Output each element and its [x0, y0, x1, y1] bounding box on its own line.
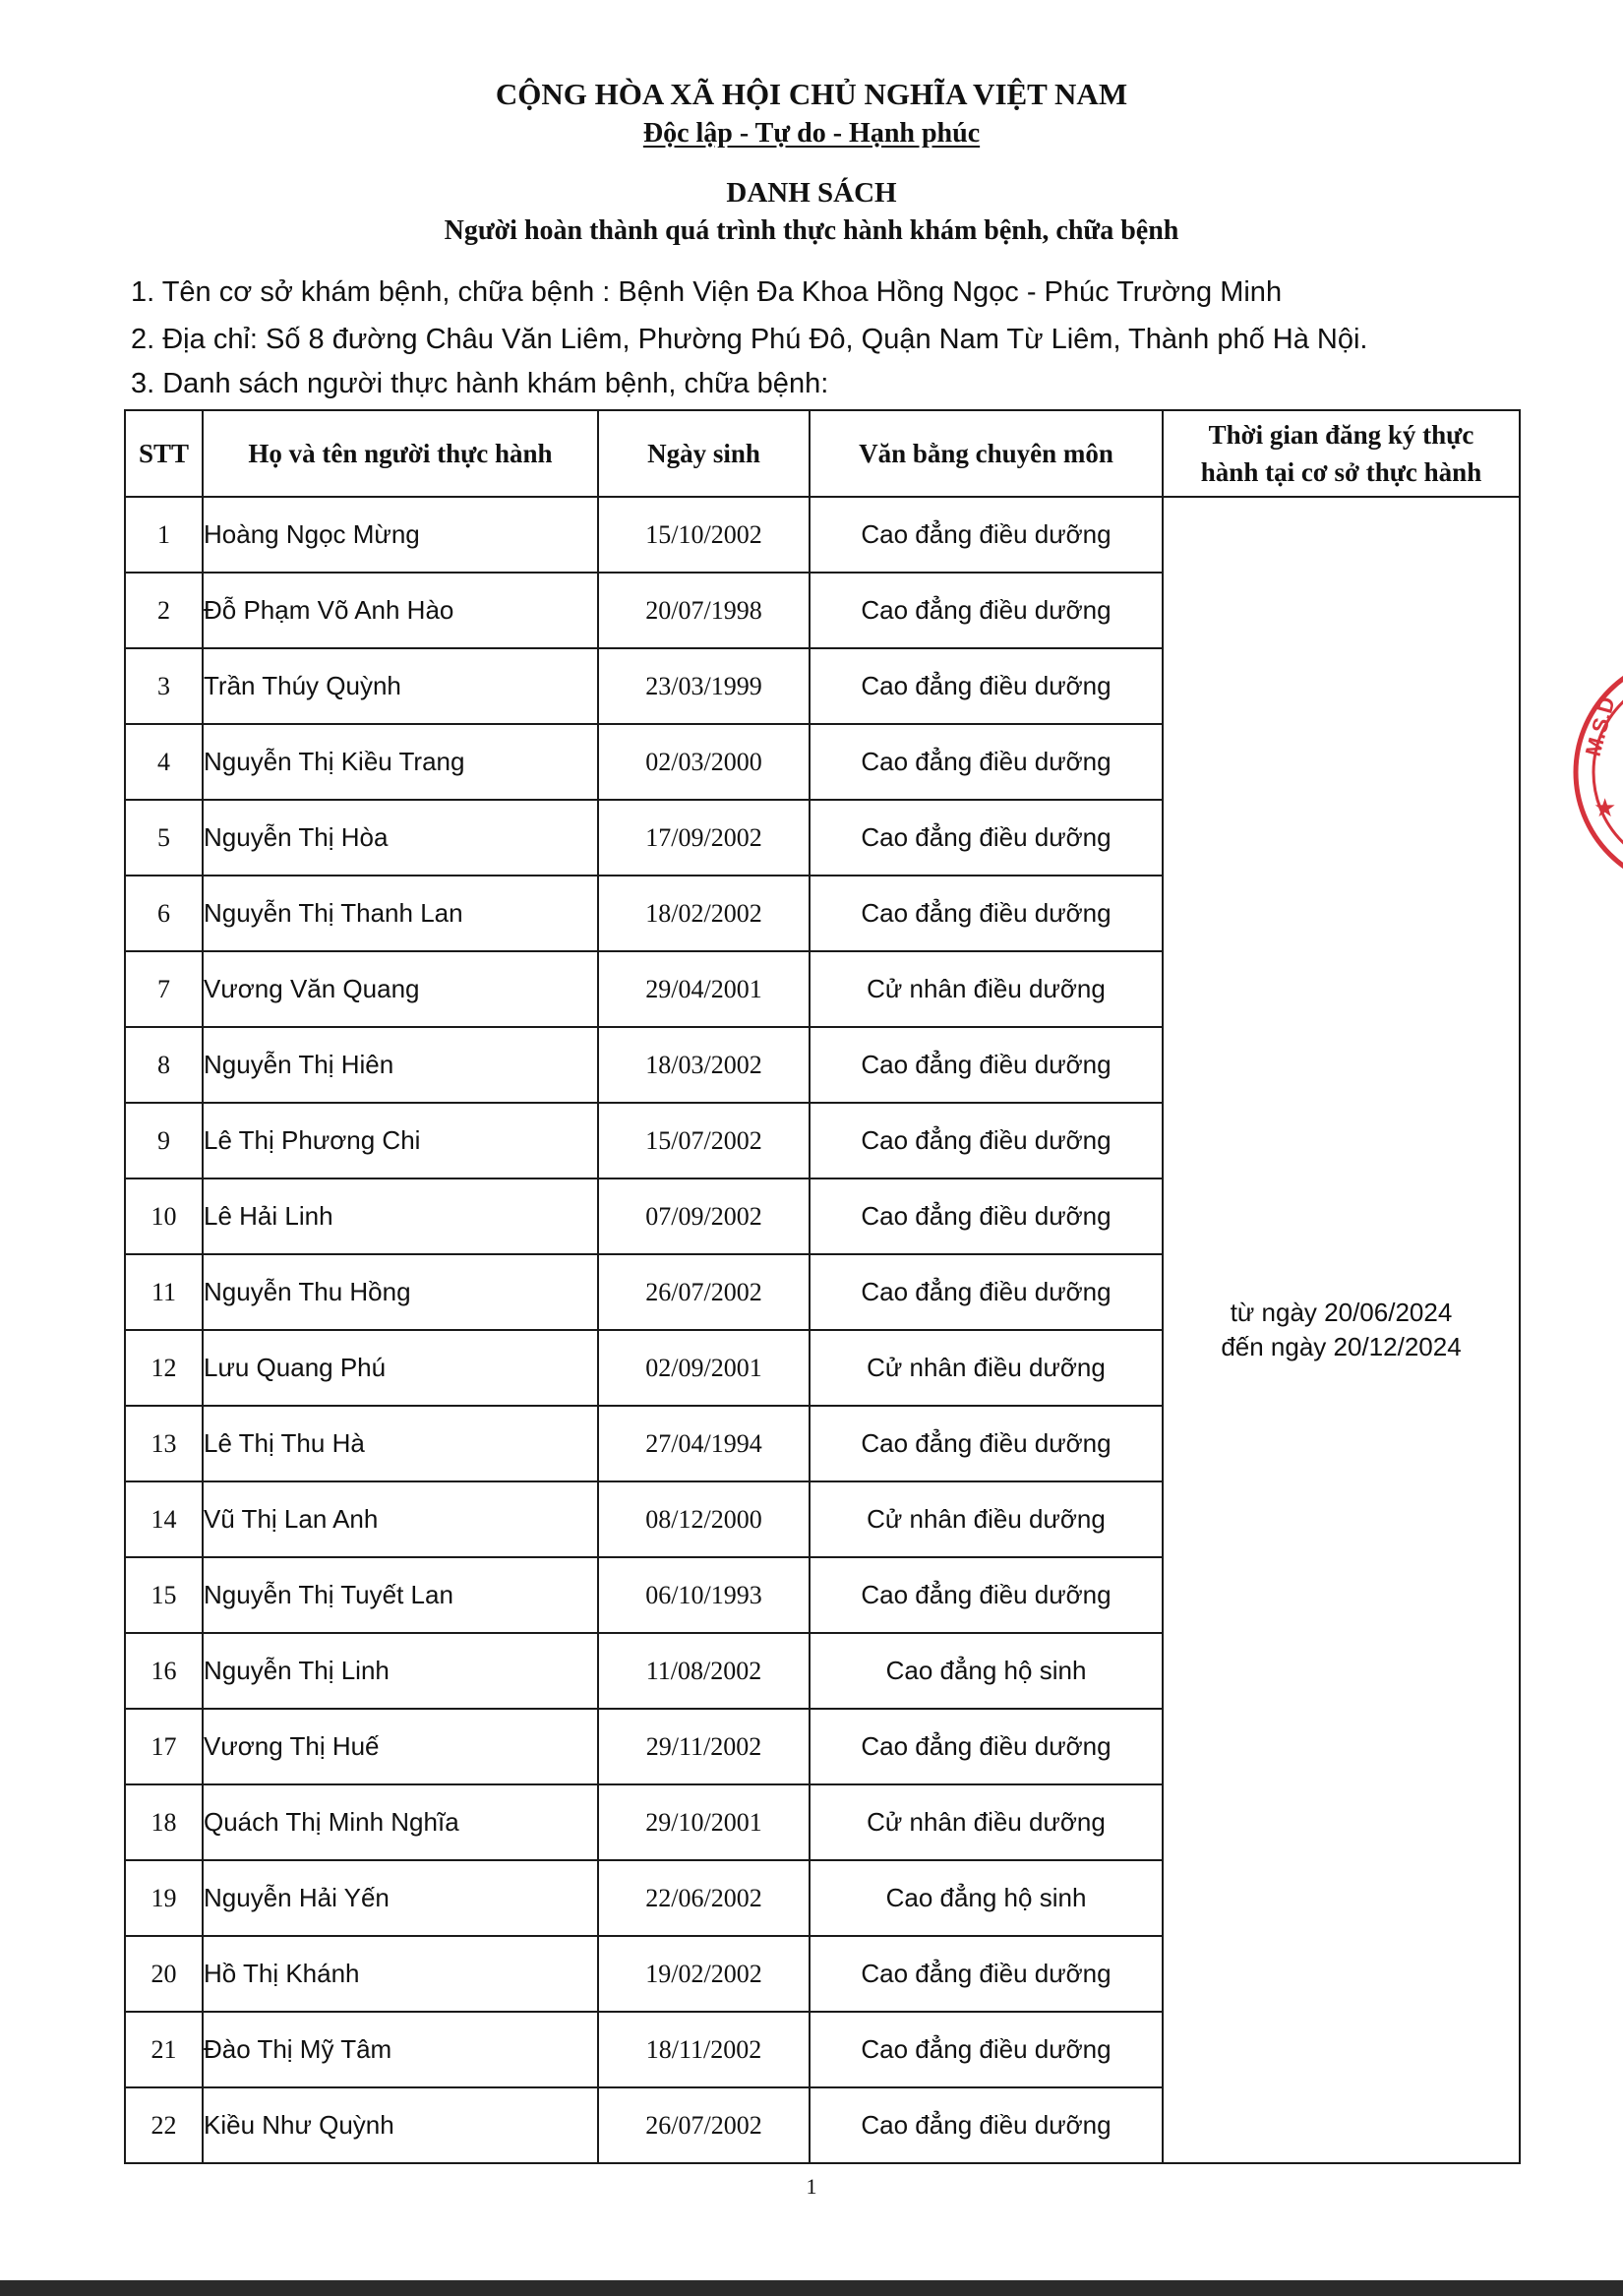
row-name: Vũ Thị Lan Anh — [203, 1481, 598, 1557]
row-name: Đào Thị Mỹ Tâm — [203, 2012, 598, 2087]
row-dob: 06/10/1993 — [598, 1557, 810, 1633]
row-stt: 17 — [125, 1709, 203, 1784]
row-name: Hoàng Ngọc Mừng — [203, 497, 598, 573]
row-degree: Cử nhân điều dưỡng — [810, 1330, 1163, 1406]
row-dob: 29/11/2002 — [598, 1709, 810, 1784]
row-name: Nguyễn Thị Hiên — [203, 1027, 598, 1103]
row-degree: Cao đẳng điều dưỡng — [810, 1709, 1163, 1784]
address-line: 2. Địa chỉ: Số 8 đường Châu Văn Liêm, Phường Phú Đô, Quận Nam Từ Liêm, Thành phố Hà Nội. — [131, 324, 1368, 355]
motto-text: Độc lập - Tự do - Hạnh phúc — [642, 118, 981, 149]
row-degree: Cử nhân điều dưỡng — [810, 951, 1163, 1027]
table-header-row — [125, 410, 1520, 497]
row-degree: Cao đẳng điều dưỡng — [810, 648, 1163, 724]
row-dob: 18/02/2002 — [598, 876, 810, 951]
row-dob: 29/04/2001 — [598, 951, 810, 1027]
document-subtitle: Người hoàn thành quá trình thực hành khám bệnh, chữa bệnh — [444, 215, 1179, 246]
row-stt: 13 — [125, 1406, 203, 1481]
row-stt: 9 — [125, 1103, 203, 1178]
row-name: Nguyễn Hải Yến — [203, 1860, 598, 1936]
row-stt: 21 — [125, 2012, 203, 2087]
period-to: đến ngày 20/12/2024 — [1221, 1332, 1462, 1361]
row-stt: 3 — [125, 648, 203, 724]
row-degree: Cao đẳng điều dưỡng — [810, 1936, 1163, 2012]
row-name: Nguyễn Thị Kiều Trang — [203, 724, 598, 800]
row-stt: 15 — [125, 1557, 203, 1633]
row-dob: 02/09/2001 — [598, 1330, 810, 1406]
row-dob: 18/11/2002 — [598, 2012, 810, 2087]
row-stt: 7 — [125, 951, 203, 1027]
row-degree: Cao đẳng điều dưỡng — [810, 2012, 1163, 2087]
stamp-star-icon: ★ — [1593, 794, 1617, 822]
row-degree: Cao đẳng điều dưỡng — [810, 1178, 1163, 1254]
row-name: Nguyễn Thị Hòa — [203, 800, 598, 876]
header-period-line2: hành tại cơ sở thực hành — [1200, 457, 1482, 487]
row-name: Kiều Như Quỳnh — [203, 2087, 598, 2163]
page-number: 1 — [806, 2174, 817, 2199]
row-stt: 10 — [125, 1178, 203, 1254]
row-degree: Cử nhân điều dưỡng — [810, 1481, 1163, 1557]
row-dob: 27/04/1994 — [598, 1406, 810, 1481]
motto-heading — [0, 118, 1623, 150]
stamp-outer-ring — [1576, 656, 1623, 888]
row-degree: Cao đẳng điều dưỡng — [810, 1406, 1163, 1481]
row-degree: Cao đẳng điều dưỡng — [810, 800, 1163, 876]
row-stt: 16 — [125, 1633, 203, 1709]
stamp-text: M.S.D — [1580, 694, 1620, 759]
practice-period-cell — [1163, 497, 1520, 2163]
row-degree: Cao đẳng điều dưỡng — [810, 573, 1163, 648]
row-dob: 26/07/2002 — [598, 1254, 810, 1330]
row-dob: 07/09/2002 — [598, 1178, 810, 1254]
row-dob: 20/07/1998 — [598, 573, 810, 648]
row-degree: Cao đẳng hộ sinh — [810, 1633, 1163, 1709]
row-degree: Cao đẳng điều dưỡng — [810, 1557, 1163, 1633]
row-dob: 15/07/2002 — [598, 1103, 810, 1178]
row-degree: Cao đẳng điều dưỡng — [810, 1027, 1163, 1103]
facility-name-line: 1. Tên cơ sở khám bệnh, chữa bệnh : Bệnh Viện Đa Khoa Hồng Ngọc - Phúc Trường Minh — [131, 276, 1283, 308]
row-degree: Cao đẳng điều dưỡng — [810, 2087, 1163, 2163]
row-name: Nguyễn Thị Thanh Lan — [203, 876, 598, 951]
row-stt: 8 — [125, 1027, 203, 1103]
row-name: Nguyễn Thị Tuyết Lan — [203, 1557, 598, 1633]
row-stt: 20 — [125, 1936, 203, 2012]
row-name: Lê Thị Thu Hà — [203, 1406, 598, 1481]
header-dob: Ngày sinh — [598, 410, 810, 497]
header-stt: STT — [125, 410, 203, 497]
row-degree: Cao đẳng hộ sinh — [810, 1860, 1163, 1936]
row-stt: 19 — [125, 1860, 203, 1936]
row-stt: 2 — [125, 573, 203, 648]
country-heading: CỘNG HÒA XÃ HỘI CHỦ NGHĨA VIỆT NAM — [495, 77, 1128, 111]
table-row — [125, 497, 1520, 573]
header-name: Họ và tên người thực hành — [203, 410, 598, 497]
header-degree: Văn bằng chuyên môn — [810, 410, 1163, 497]
red-seal-stamp — [1564, 649, 1623, 895]
row-name: Vương Thị Huế — [203, 1709, 598, 1784]
period-from: từ ngày 20/06/2024 — [1230, 1298, 1453, 1327]
scan-edge-bar — [0, 2280, 1623, 2296]
row-name: Hồ Thị Khánh — [203, 1936, 598, 2012]
row-name: Nguyễn Thị Linh — [203, 1633, 598, 1709]
row-dob: 29/10/2001 — [598, 1784, 810, 1860]
row-name: Đỗ Phạm Võ Anh Hào — [203, 573, 598, 648]
header-period-line1: Thời gian đăng ký thực — [1208, 420, 1474, 450]
row-dob: 17/09/2002 — [598, 800, 810, 876]
row-name: Trần Thúy Quỳnh — [203, 648, 598, 724]
practitioner-table — [124, 409, 1521, 2164]
row-degree: Cao đẳng điều dưỡng — [810, 1103, 1163, 1178]
list-intro-line: 3. Danh sách người thực hành khám bệnh, chữa bệnh: — [131, 368, 829, 399]
row-dob: 26/07/2002 — [598, 2087, 810, 2163]
row-degree: Cao đẳng điều dưỡng — [810, 876, 1163, 951]
row-degree: Cao đẳng điều dưỡng — [810, 724, 1163, 800]
row-stt: 5 — [125, 800, 203, 876]
row-dob: 11/08/2002 — [598, 1633, 810, 1709]
row-name: Quách Thị Minh Nghĩa — [203, 1784, 598, 1860]
row-degree: Cao đẳng điều dưỡng — [810, 1254, 1163, 1330]
row-degree: Cử nhân điều dưỡng — [810, 1784, 1163, 1860]
row-dob: 22/06/2002 — [598, 1860, 810, 1936]
row-stt: 1 — [125, 497, 203, 573]
row-dob: 15/10/2002 — [598, 497, 810, 573]
row-dob: 08/12/2000 — [598, 1481, 810, 1557]
row-name: Nguyễn Thu Hồng — [203, 1254, 598, 1330]
row-degree: Cao đẳng điều dưỡng — [810, 497, 1163, 573]
row-name: Lưu Quang Phú — [203, 1330, 598, 1406]
row-name: Lê Hải Linh — [203, 1178, 598, 1254]
table-body — [125, 497, 1520, 2163]
row-dob: 19/02/2002 — [598, 1936, 810, 2012]
row-stt: 6 — [125, 876, 203, 951]
row-dob: 23/03/1999 — [598, 648, 810, 724]
row-stt: 11 — [125, 1254, 203, 1330]
row-name: Lê Thị Phương Chi — [203, 1103, 598, 1178]
row-dob: 18/03/2002 — [598, 1027, 810, 1103]
row-stt: 22 — [125, 2087, 203, 2163]
row-name: Vương Văn Quang — [203, 951, 598, 1027]
row-dob: 02/03/2000 — [598, 724, 810, 800]
row-stt: 4 — [125, 724, 203, 800]
row-stt: 14 — [125, 1481, 203, 1557]
row-stt: 12 — [125, 1330, 203, 1406]
document-title: DANH SÁCH — [726, 177, 897, 209]
row-stt: 18 — [125, 1784, 203, 1860]
header-period — [1163, 410, 1520, 497]
